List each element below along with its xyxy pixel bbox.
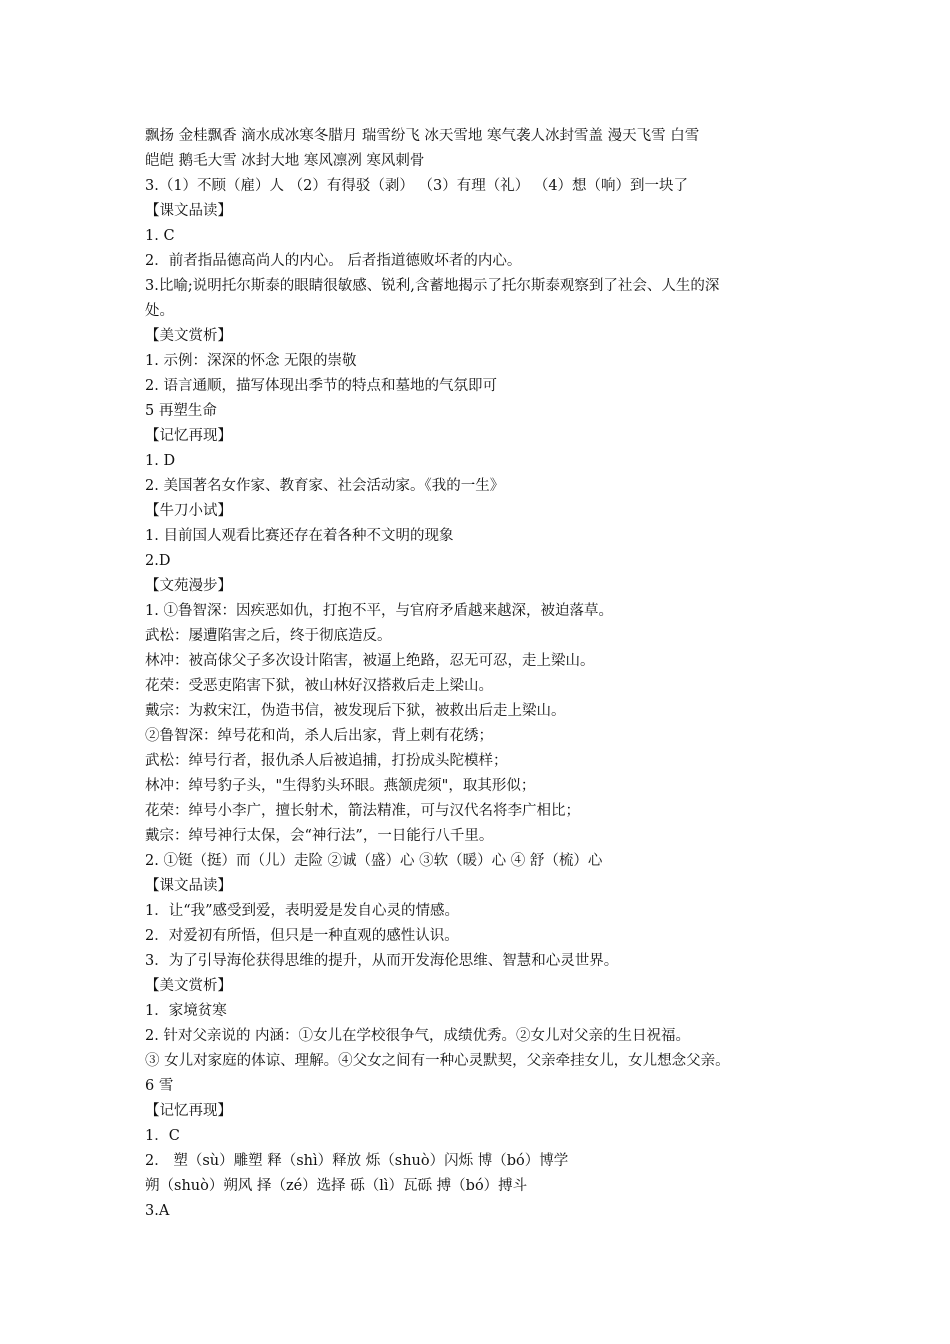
section-heading: 【文苑漫步】 (145, 578, 232, 594)
document-page (145, 124, 815, 1224)
text-line: 2．前者指品德高尚人的内心。 后者指道德败坏者的内心。 (145, 253, 522, 269)
text-line: 2.D (145, 553, 171, 569)
lesson-title: 6 雪 (145, 1078, 174, 1094)
text-line: 林冲：被高俅父子多次设计陷害，被逼上绝路，忍无可忍，走上梁山。 (145, 653, 595, 669)
text-line: 飘扬 金桂飘香 滴水成冰寒冬腊月 瑞雪纷飞 冰天雪地 寒气袭人冰封雪盖 漫天飞雪 白雪 (145, 128, 700, 144)
text-line: ③ 女儿对家庭的体谅、理解。④父女之间有一种心灵默契，父亲牵挂女儿，女儿想念父亲。 (145, 1053, 730, 1069)
text-line: 2. 针对父亲说的 内涵：①女儿在学校很争气，成绩优秀。②女儿对父亲的生日祝福。 (145, 1028, 691, 1044)
section-heading: 【课文品读】 (145, 878, 232, 894)
text-line: 2． 塑（sù）雕塑 释（shì）释放 烁（shuò）闪烁 博（bó）博学 (145, 1153, 569, 1169)
text-line: 武松：屡遭陷害之后，终于彻底造反。 (145, 628, 392, 644)
text-line: 皑皑 鹅毛大雪 冰封大地 寒风凛冽 寒风刺骨 (145, 153, 425, 169)
text-line: 花荣：绰号小李广，擅长射术，箭法精准，可与汉代名将李广相比； (145, 803, 580, 819)
section-heading: 【课文品读】 (145, 203, 232, 219)
section-heading: 【记忆再现】 (145, 428, 232, 444)
section-heading: 【牛刀小试】 (145, 503, 232, 519)
text-line: ②鲁智深：绰号花和尚，杀人后出家，背上刺有花绣； (145, 728, 493, 744)
text-line: 1．家境贫寒 (145, 1003, 227, 1019)
text-line: 3.A (145, 1203, 170, 1219)
text-line: 朔（shuò）朔风 择（zé）选择 砾（lì）瓦砾 搏（bó）搏斗 (145, 1178, 528, 1194)
text-line: 1. D (145, 453, 176, 469)
lesson-title: 5 再塑生命 (145, 403, 217, 419)
section-heading: 【记忆再现】 (145, 1103, 232, 1119)
text-line: 1. 目前国人观看比赛还存在着各种不文明的现象 (145, 528, 454, 544)
text-line: 处。 (145, 303, 174, 319)
text-line: 林冲：绰号豹子头，"生得豹头环眼。燕颔虎须"，取其形似； (145, 778, 536, 794)
text-line: 3．为了引导海伦获得思维的提升，从而开发海伦思维、智慧和心灵世界。 (145, 953, 619, 969)
text-line: 1．让“我”感受到爱，表明爱是发自心灵的情感。 (145, 903, 460, 919)
text-line: 1. 示例：深深的怀念 无限的崇敬 (145, 353, 357, 369)
text-line: 2. ①铤（挺）而（儿）走险 ②诚（盛）心 ③软（暖）心 ④ 舒（梳）心 (145, 853, 603, 869)
section-heading: 【美文赏析】 (145, 978, 232, 994)
text-line: 戴宗：绰号神行太保，会“神行法”，一日能行八千里。 (145, 828, 494, 844)
text-line: 3.（1）不顾（雇）人 （2）有得驳（剥） （3）有理（礼） （4）想（响）到一块了 (145, 178, 689, 194)
section-heading: 【美文赏析】 (145, 328, 232, 344)
text-line: 2．对爱初有所悟，但只是一种直观的感性认识。 (145, 928, 459, 944)
text-line: 花荣：受恶吏陷害下狱，被山林好汉搭救后走上梁山。 (145, 678, 493, 694)
text-line: 2. 语言通顺，描写体现出季节的特点和墓地的气氛即可 (145, 378, 497, 394)
text-line: 1．C (145, 1128, 180, 1144)
text-line: 武松：绰号行者，报仇杀人后被追捕，打扮成头陀模样； (145, 753, 508, 769)
text-line: 戴宗：为救宋江，伪造书信，被发现后下狱，被救出后走上梁山。 (145, 703, 566, 719)
text-line: 3.比喻;说明托尔斯泰的眼睛很敏感、锐利,含蓄地揭示了托尔斯泰观察到了社会、人生的深 (145, 278, 720, 294)
text-line: 1. C (145, 228, 175, 244)
text-line: 2. 美国著名女作家、教育家、社会活动家。《我的一生》 (145, 478, 505, 494)
text-line: 1. ①鲁智深：因疾恶如仇，打抱不平，与官府矛盾越来越深，被迫落草。 (145, 603, 613, 619)
